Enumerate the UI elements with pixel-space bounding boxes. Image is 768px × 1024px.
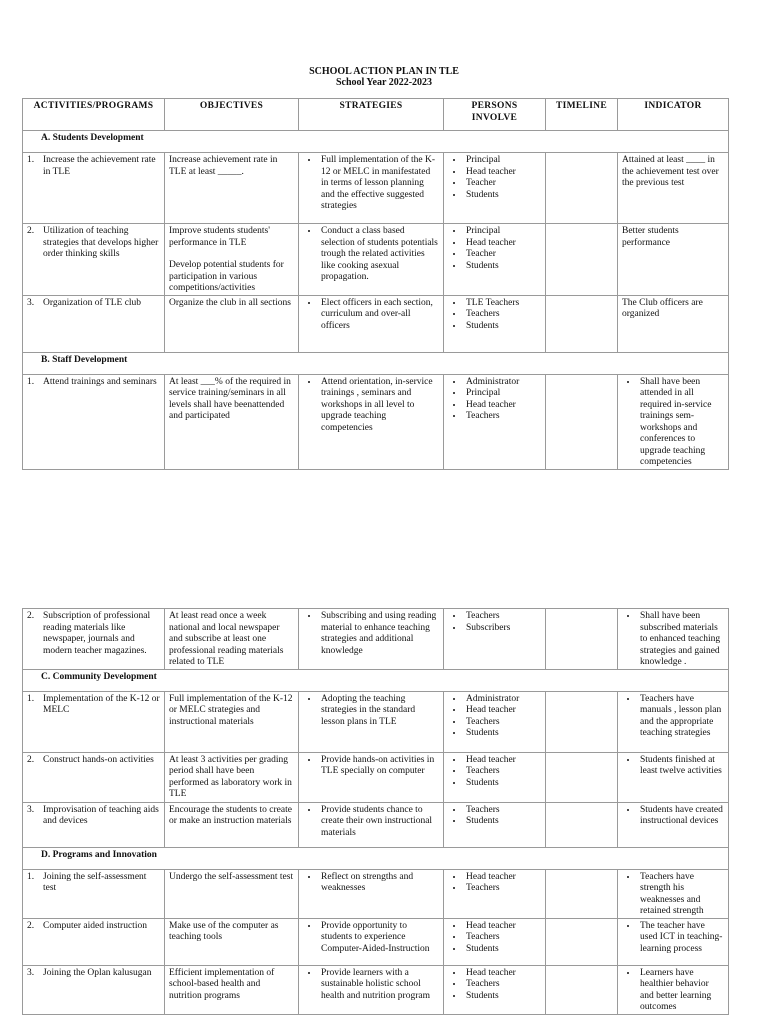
table-row [23,153,729,224]
strategies-cell [299,691,444,752]
timeline-cell [546,609,618,670]
header-persons: PERSONS INVOLVE [444,99,546,131]
person-item: • Head teacher [464,400,541,412]
activity-text: Utilization of teaching strategies that develops higher order thinking skills [43,226,159,259]
persons-cell [444,295,546,352]
table-row [23,609,729,670]
person-item: • Subscribers [464,623,541,635]
person-item: • Administrator [464,377,541,389]
table-row [23,295,729,352]
objectives-cell [165,374,299,469]
timeline-cell [546,374,618,469]
indicator-list [622,694,724,740]
item-number: 2. [27,754,35,765]
objective-text: Make use of the computer as teaching tools [169,920,279,942]
person-list [448,872,541,895]
person-item: • Students [464,321,541,333]
activity-item [27,755,160,767]
person-item: • Teachers [464,717,541,729]
person-item: • Head teacher [464,872,541,884]
indicator-list [622,872,724,918]
header-activities: ACTIVITIES/PROGRAMS [23,99,165,131]
strategy-list [303,872,439,895]
person-item: • Teachers [464,611,541,623]
table-row [23,691,729,752]
item-number: 2. [27,226,35,236]
person-item: • Head teacher [464,755,541,767]
person-item: • Teacher [464,249,541,261]
section-heading: B. Staff Development [23,352,729,374]
timeline-cell [546,153,618,224]
activity-item [27,298,160,310]
indicator-cell [618,374,729,469]
objective-text: At least read once a week national and local newspaper and subscribe at least one professional reading materials related to TLE [169,611,284,667]
indicator-cell [618,869,729,918]
table-row [23,374,729,469]
persons-cell [444,918,546,965]
person-item: • Principal [464,388,541,400]
section-row [23,131,729,153]
person-item: • Head teacher [464,705,541,717]
section-row [23,669,729,691]
strategy-item: • Provide learners with a sustainable holistic school health and nutrition program [319,968,439,1003]
objective-text: Efficient implementation of school-based health and nutrition programs [169,967,275,1001]
strategy-list [303,298,439,333]
activity-item [27,968,160,980]
indicator-list [622,805,724,828]
item-number: 3. [27,967,35,978]
activity-item [27,921,160,933]
person-list [448,155,541,201]
person-item: • Students [464,944,541,956]
table-body [23,609,729,1015]
section-row [23,847,729,869]
timeline-cell [546,691,618,752]
indicator-item: • Learners have healthier behavior and better learning outcomes [638,968,724,1014]
persons-cell [444,153,546,224]
strategy-item: • Provide students chance to create their own instructional materials [319,805,439,840]
strategies-cell [299,802,444,847]
strategy-list [303,805,439,840]
activity-text: Organization of TLE club [43,297,142,308]
person-item: • Teachers [464,766,541,778]
indicator-list [622,611,724,669]
table-row [23,965,729,1014]
activity-cell [23,295,165,352]
person-item: • Principal [464,226,541,238]
strategy-item: • Full implementation of the K-12 or MELC in manifestated in terms of lesson planning and the effective suggested strategies [319,155,439,213]
indicator-list [622,968,724,1014]
strategies-cell [299,965,444,1014]
header-timeline: TIMELINE [546,99,618,131]
person-item: • Students [464,991,541,1003]
persons-cell [444,374,546,469]
activity-cell [23,965,165,1014]
persons-cell [444,752,546,802]
action-plan-table-page-1 [22,98,729,470]
item-number: 1. [27,871,35,882]
objective-text: Full implementation of the K-12 or MELC strategies and instructional materials [169,693,293,727]
section-heading: C. Community Development [23,669,729,691]
person-item: • Principal [464,155,541,167]
person-item: • Teachers [464,883,541,895]
person-item: • Students [464,778,541,790]
strategy-list [303,968,439,1003]
activity-text: Construct hands-on activities [43,754,154,765]
objective-text: Undergo the self-assessment test [169,871,294,882]
person-list [448,921,541,956]
strategy-list [303,694,439,729]
person-list [448,805,541,828]
person-item: • Head teacher [464,921,541,933]
strategy-item: • Provide hands-on activities in TLE specially on computer [319,755,439,778]
objectives-cell [165,752,299,802]
person-item: • Teachers [464,411,541,423]
activity-item [27,377,160,389]
activity-text: Computer aided instruction [43,920,147,931]
activity-item [27,226,160,261]
activity-cell [23,224,165,296]
indicator-item: • The teacher have used ICT in teaching-learning process [638,921,724,956]
timeline-cell [546,224,618,296]
objectives-cell [165,295,299,352]
section-row [23,352,729,374]
activity-text: Joining the self-assessment test [43,871,147,893]
objectives-cell [165,802,299,847]
activity-cell [23,752,165,802]
person-item: • Teachers [464,309,541,321]
person-item: • Head teacher [464,968,541,980]
strategies-cell [299,224,444,296]
strategies-cell [299,295,444,352]
table-row [23,752,729,802]
document-title [0,66,768,88]
item-number: 3. [27,297,35,308]
person-item: • Head teacher [464,238,541,250]
person-item: • Administrator [464,694,541,706]
item-number: 2. [27,920,35,931]
strategies-cell [299,609,444,670]
indicator-text: Better students performance [622,226,679,248]
person-item: • Teachers [464,932,541,944]
activity-item [27,694,160,717]
objective-text: Encourage the students to create or make an instruction materials [169,804,292,826]
person-item: • Students [464,816,541,828]
persons-cell [444,802,546,847]
objectives-cell [165,918,299,965]
person-item: • TLE Teachers [464,298,541,310]
timeline-cell [546,918,618,965]
indicator-text: Attained at least ____ in the achievement test over the previous test [622,155,719,188]
timeline-cell [546,869,618,918]
table-body [23,131,729,470]
indicator-cell [618,224,729,296]
indicator-item: • Students finished at least twelve activities [638,755,724,778]
activity-text: Subscription of professional reading materials like newspaper, journals and modern teacher magazines. [43,611,151,656]
section-heading: D. Programs and Innovation [23,847,729,869]
person-list [448,226,541,272]
person-list [448,755,541,790]
strategy-item: • Conduct a class based selection of students potentials trough the related activities like cooking asexual propagation. [319,226,439,284]
strategy-item: • Subscribing and using reading material to enhance teaching strategies and additional knowledge [319,611,439,657]
objective-text: Improve students students' performance in TLE [169,226,270,248]
header-indicator: INDICATOR [618,99,729,131]
item-number: 1. [27,376,35,387]
strategy-list [303,611,439,657]
persons-cell [444,965,546,1014]
indicator-text: The Club officers are organized [622,297,703,319]
activity-item [27,805,160,828]
indicator-list [622,921,724,956]
strategy-list [303,921,439,956]
objective-text: Organize the club in all sections [169,297,291,308]
strategy-list [303,155,439,213]
table-row [23,869,729,918]
objectives-cell [165,153,299,224]
person-item: • Students [464,190,541,202]
timeline-cell [546,295,618,352]
person-item: • Students [464,728,541,740]
action-plan-table-page-2 [22,608,729,1015]
strategy-item: • Adopting the teaching strategies in the standard lesson plans in TLE [319,694,439,729]
person-list [448,968,541,1003]
activity-text: Joining the Oplan kalusugan [43,967,152,978]
strategy-item: • Elect officers in each section, curriculum and over-all officers [319,298,439,333]
person-item: • Teachers [464,979,541,991]
activity-cell [23,918,165,965]
indicator-cell [618,752,729,802]
header-objectives: OBJECTIVES [165,99,299,131]
objective-text: Develop potential students for participation in various competitions/activities [169,260,284,293]
strategies-cell [299,869,444,918]
school-year: School Year 2022-2023 [335,77,433,88]
item-number: 3. [27,804,35,815]
section-heading: A. Students Development [23,131,729,153]
indicator-item: • Shall have been attended in all required in-service trainings sem-workshops and conferences to upgrade teaching competencies [638,377,724,469]
timeline-cell [546,802,618,847]
table-row [23,802,729,847]
activity-item [27,155,160,178]
person-list [448,694,541,740]
activity-item [27,872,160,895]
strategies-cell [299,374,444,469]
activity-item [27,611,160,657]
indicator-cell [618,918,729,965]
activity-cell [23,869,165,918]
strategy-list [303,226,439,284]
person-list [448,298,541,333]
person-item: • Teachers [464,805,541,817]
indicator-list [622,377,724,469]
objective-text: Increase achievement rate in TLE at least _____. [169,155,278,177]
activity-cell [23,802,165,847]
persons-cell [444,869,546,918]
header-strategies: STRATEGIES [299,99,444,131]
activity-text: Increase the achievement rate in TLE [43,155,156,177]
indicator-cell [618,802,729,847]
strategy-list [303,755,439,778]
person-item: • Head teacher [464,167,541,179]
person-list [448,377,541,423]
indicator-cell [618,691,729,752]
persons-cell [444,691,546,752]
item-number: 1. [27,155,35,165]
table-header [23,99,729,131]
objectives-cell [165,609,299,670]
item-number: 2. [27,611,35,621]
strategy-item: • Attend orientation, in-service trainings , seminars and workshops in all level to upgrade teaching competencies [319,377,439,435]
strategies-cell [299,153,444,224]
persons-cell [444,609,546,670]
table-row [23,224,729,296]
strategies-cell [299,918,444,965]
indicator-cell [618,153,729,224]
objectives-cell [165,691,299,752]
indicator-cell [618,609,729,670]
objectives-cell [165,965,299,1014]
strategy-item: • Provide opportunity to students to experience Computer-Aided-Instruction [319,921,439,956]
indicator-list [622,755,724,778]
indicator-item: • Teachers have manuals , lesson plan and the appropriate teaching strategies [638,694,724,740]
strategy-item: • Reflect on strengths and weaknesses [319,872,439,895]
objective-text: At least ___% of the required in service training/seminars in all levels shall have beenattended and participated [169,376,291,421]
persons-cell [444,224,546,296]
activity-cell [23,374,165,469]
objective-text: At least 3 activities per grading period shall have been performed as laboratory work in TLE [169,754,292,799]
plan-title: SCHOOL ACTION PLAN IN TLE [309,66,459,77]
objectives-cell [165,224,299,296]
indicator-item: • Shall have been subscribed materials to enhanced teaching strategies and gained knowledge . [638,611,724,669]
indicator-cell [618,965,729,1014]
person-item: • Students [464,261,541,273]
indicator-cell [618,295,729,352]
activity-cell [23,153,165,224]
person-item: • Teacher [464,178,541,190]
timeline-cell [546,752,618,802]
activity-cell [23,609,165,670]
activity-text: Attend trainings and seminars [43,376,157,387]
item-number: 1. [27,693,35,704]
table-row [23,918,729,965]
strategy-list [303,377,439,435]
indicator-item: • Teachers have strength his weaknesses and retained strength [638,872,724,918]
objectives-cell [165,869,299,918]
person-list [448,611,541,634]
activity-text: Improvisation of teaching aids and devices [43,804,159,826]
activity-cell [23,691,165,752]
strategies-cell [299,752,444,802]
indicator-item: • Students have created instructional devices [638,805,724,828]
activity-text: Implementation of the K-12 or MELC [43,693,160,715]
timeline-cell [546,965,618,1014]
